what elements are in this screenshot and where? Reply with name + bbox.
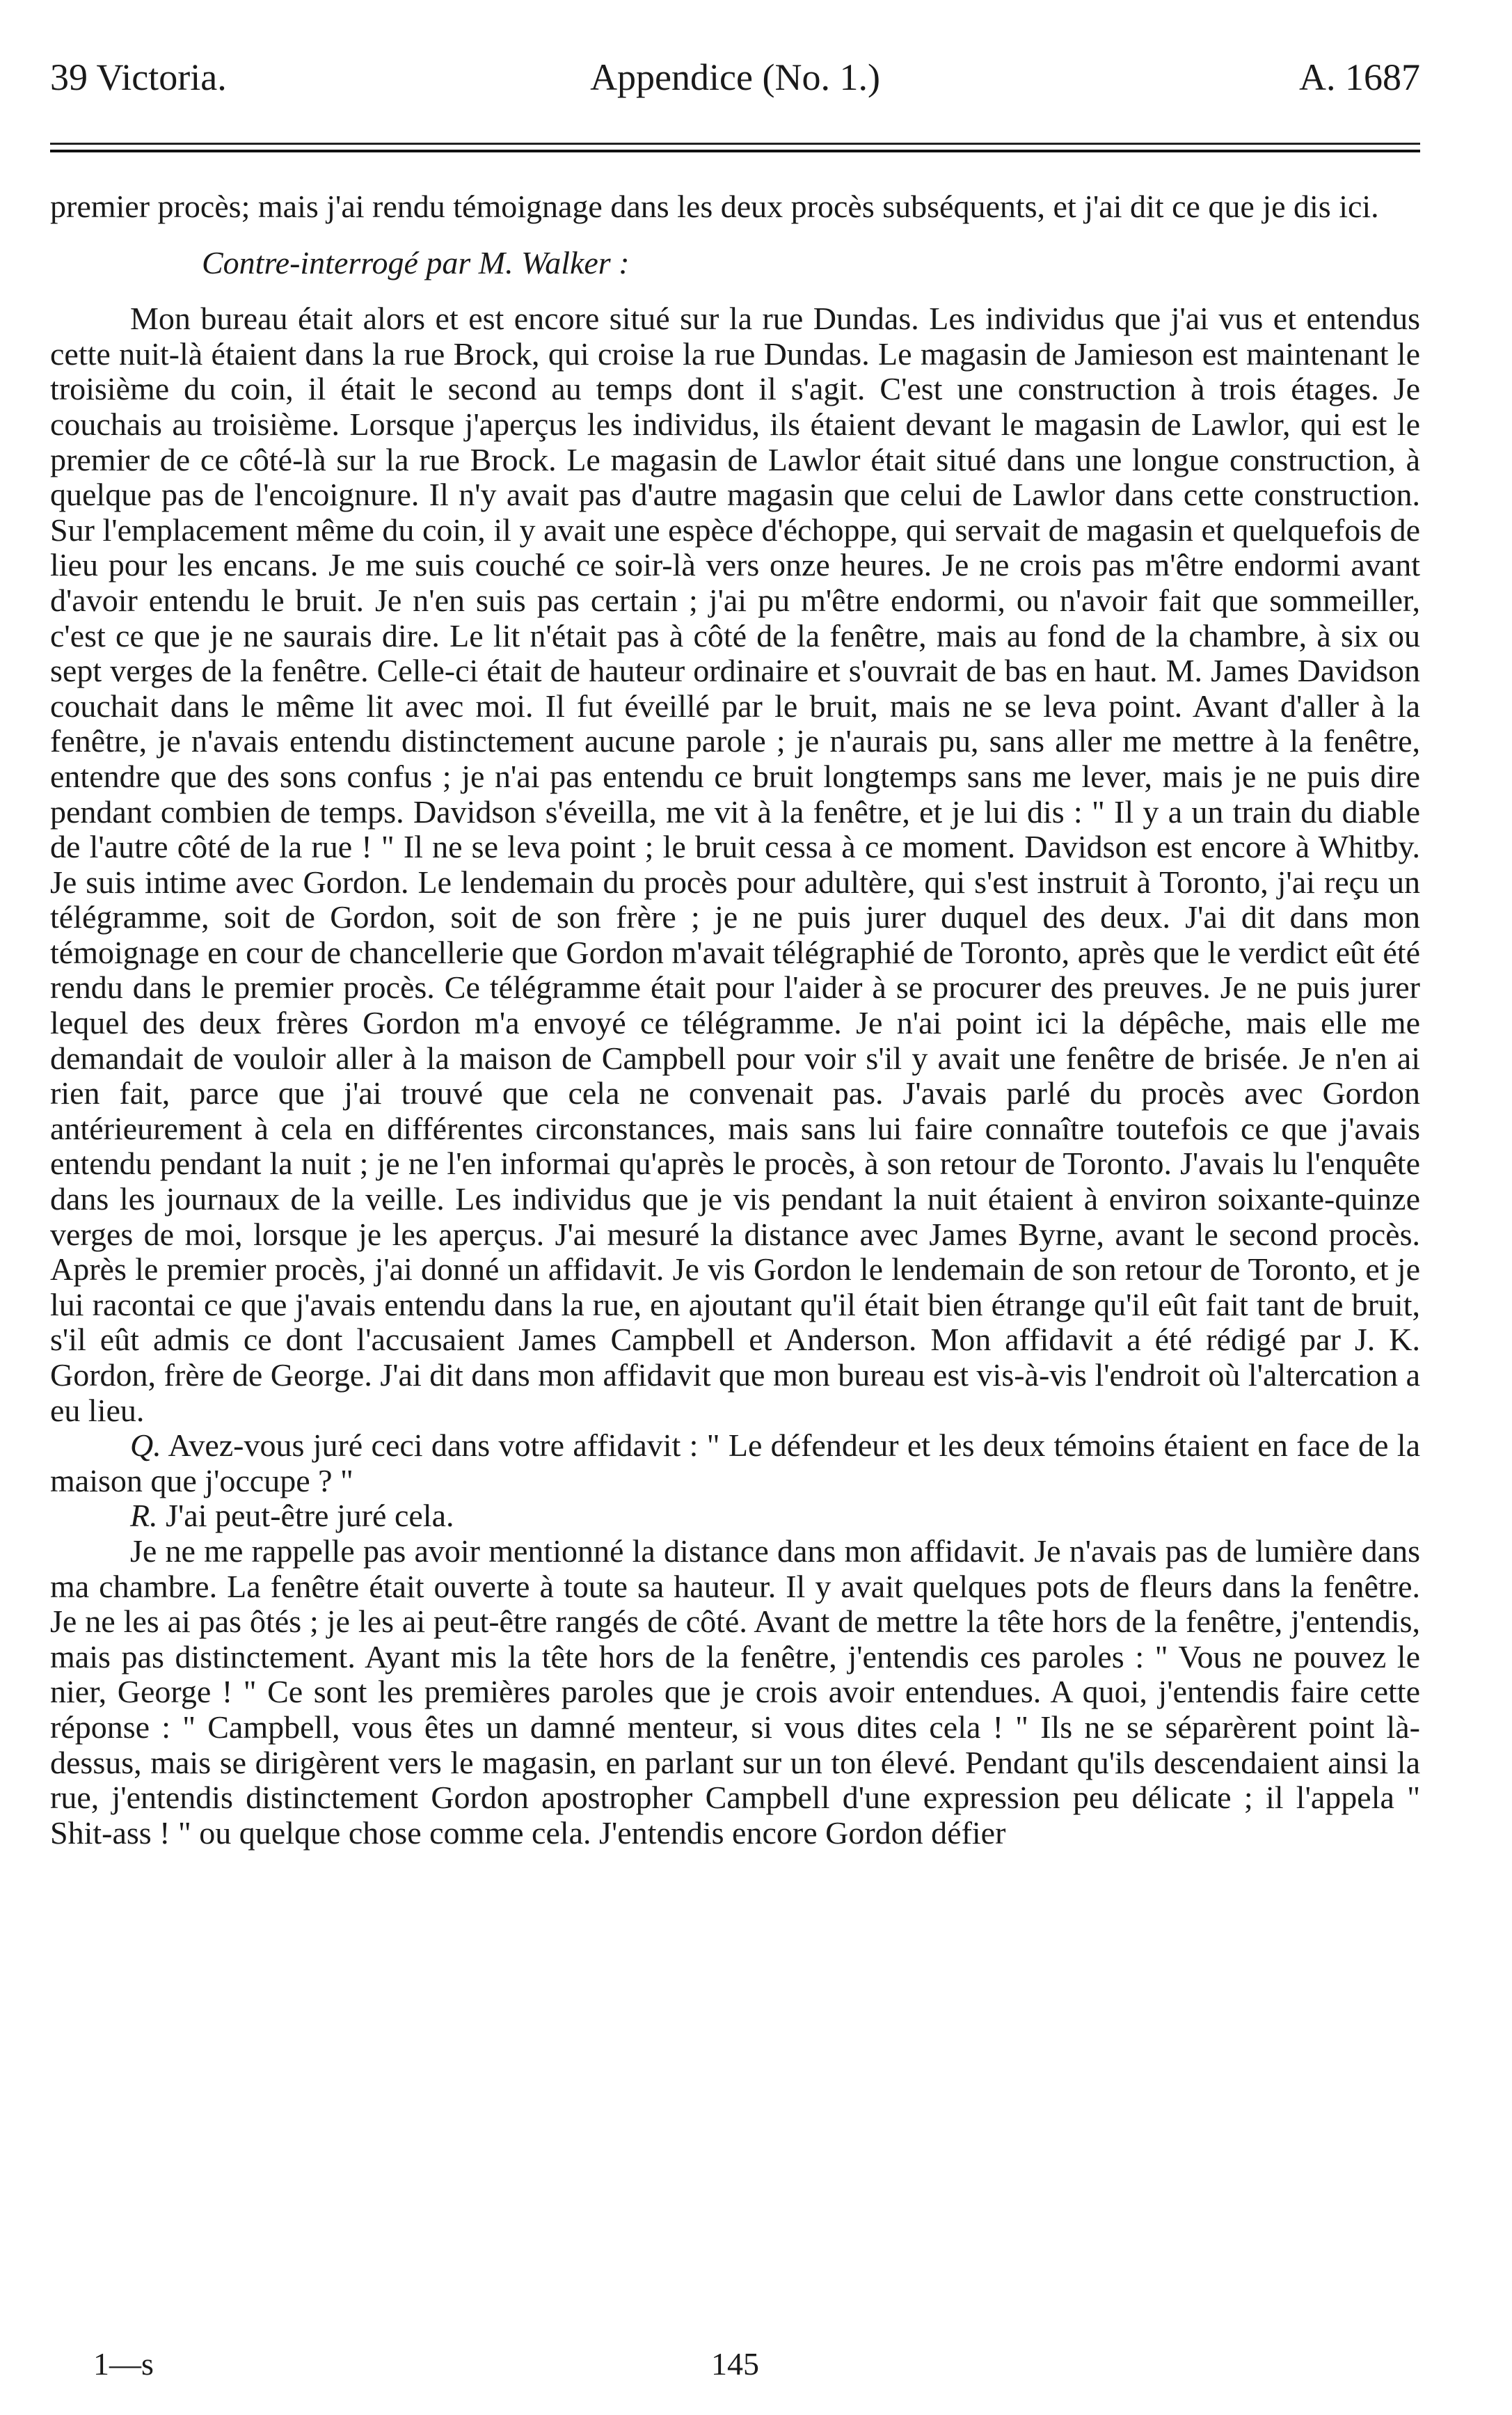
header-left: 39 Victoria. [50,56,227,98]
question-label: Q. [130,1427,161,1464]
question-paragraph [50,1428,1420,1498]
paragraph-testimony: Mon bureau était alors et est encore situé sur la rue Dundas. Les individus que j'ai vus et entendus cette nuit-là étaient dans la rue Brock, qui croise la rue Dundas. Le magasin de Jamieson est maintenant le troisième du coin, il était le second au temps dont il s'agit. C'est une construction à trois étages. Je couchais au troisième. Lorsque j'aperçus les individus, ils étaient devant le magasin de Lawlor, qui est le premier de ce côté-là sur la rue Brock. Le magasin de Lawlor était situé dans une longue construction, à quelque pas de l'encoignure. Il n'y avait pas d'autre magasin que celui de Lawlor dans cette construction. Sur l'emplacement même du coin, il y avait une espèce d'échoppe, qui servait de magasin et quelquefois de lieu pour les encans. Je me suis couché ce soir-là vers onze heures. Je ne crois pas m'être endormi avant d'avoir entendu le bruit. Je n'en suis pas certain ; j'ai pu m'être endormi, ou n'avoir fait que sommeiller, c'est ce que je ne saurais dire. Le lit n'était pas à côté de la fenêtre, mais au fond de la chambre, à six ou sept verges de la fenêtre. Celle-ci était de hauteur ordinaire et s'ouvrait de bas en haut. M. James Davidson couchait dans le même lit avec moi. Il fut éveillé par le bruit, mais ne se leva point. Avant d'aller à la fenêtre, je n'avais entendu distinctement aucune parole ; je n'aurais pu, sans aller me mettre à la fenêtre, entendre que des sons confus ; je n'ai pas entendu ce bruit longtemps sans me lever, mais je ne puis dire pendant combien de temps. Davidson s'éveilla, me vit à la fenêtre, et je lui dis : " Il y a un train du diable de l'autre côté de la rue ! " Il ne se leva point ; le bruit cessa à ce moment. Davidson est encore à Whitby. Je suis intime avec Gordon. Le lendemain du procès pour adultère, qui s'est instruit à Toronto, j'ai reçu un télégramme, soit de Gordon, soit de son frère ; je ne puis jurer duquel des deux. J'ai dit dans mon témoignage en cour de chancellerie que Gordon m'avait télégraphié de Toronto, après que le verdict eût été rendu dans le premier procès. Ce télégramme était pour l'aider à se procurer des preuves. Je ne puis jurer lequel des deux frères Gordon m'a envoyé ce télégramme. Je n'ai point ici la dépêche, mais elle me demandait de vouloir aller à la maison de Campbell pour voir s'il y avait une fenêtre de brisée. Je n'en ai rien fait, parce que j'ai trouvé que cela ne convenait pas. J'avais parlé du procès avec Gordon antérieurement à cela en différentes circonstances, mais sans lui faire connaître toutefois ce que j'avais entendu pendant la nuit ; je ne l'en informai qu'après le procès, à son retour de Toronto. J'avais lu l'enquête dans les journaux de la veille. Les individus que je vis pendant la nuit étaient à environ soixante-quinze verges de moi, lorsque je les aperçus. J'ai mesuré la distance avec James Byrne, avant le second procès. Après le premier procès, j'ai donné un affidavit. Je vis Gordon le lendemain de son retour de Toronto, et je lui racontai ce que j'avais entendu dans la rue, en ajoutant qu'il était bien étrange qu'il eût fait tant de bruit, s'il eût admis ce dont l'accusaient James Campbell et Anderson. Mon affidavit a été rédigé par J. K. Gordon, frère de George. J'ai dit dans mon affidavit que mon bureau est vis-à-vis l'endroit où l'altercation a eu lieu. [50,301,1420,1428]
signature-mark: 1—s [93,2346,154,2382]
answer-paragraph [50,1498,1420,1534]
header-rule-thin [50,143,1420,145]
header-right: A. 1687 [1299,56,1420,98]
header-center: Appendice (No. 1.) [590,56,880,98]
body-text [50,189,1420,1851]
running-head [50,56,1420,111]
section-heading: Contre-interrogé par M. Walker : [202,244,630,280]
paragraph-continuation: premier procès; mais j'ai rendu témoignage dans les deux procès subséquents, et j'ai dit ce que je dis ici. [50,189,1379,224]
answer-text: J'ai peut-être juré cela. [166,1498,454,1534]
header-rule-thick [50,150,1420,152]
paragraph-testimony-continued: Je ne me rappelle pas avoir mentionné la distance dans mon affidavit. Je n'avais pas de lumière dans ma chambre. La fenêtre était ouverte à toute sa hauteur. Il y avait quelques pots de fleurs dans la fenêtre. Je ne les ai pas ôtés ; je les ai peut-être rangés de côté. Avant de mettre la tête hors de la fenêtre, j'entendis, mais pas distinctement. Ayant mis la tête hors de la fenêtre, j'entendis ces paroles : " Vous ne pouvez le nier, George ! " Ce sont les premières paroles que je crois avoir entendues. A quoi, j'entendis faire cette réponse : " Campbell, vous êtes un damné menteur, si vous dites cela ! " Ils ne se séparèrent point là-dessus, mais se dirigèrent vers le magasin, en parlant sur un ton élevé. Pendant qu'ils descendaient ainsi la rue, j'entendis distinctement Gordon apostropher Campbell d'une expression peu délicate ; il l'appela " Shit-ass ! " ou quelque chose comme cela. J'entendis encore Gordon défier [50,1533,1420,1851]
question-text: Avez-vous juré ceci dans votre affidavit : " Le défendeur et les deux témoins étaient en face de la maison que j'occupe ? " [50,1427,1420,1498]
answer-label: R. [130,1498,158,1534]
page-footer [50,2345,1420,2387]
page-number: 145 [711,2346,759,2382]
